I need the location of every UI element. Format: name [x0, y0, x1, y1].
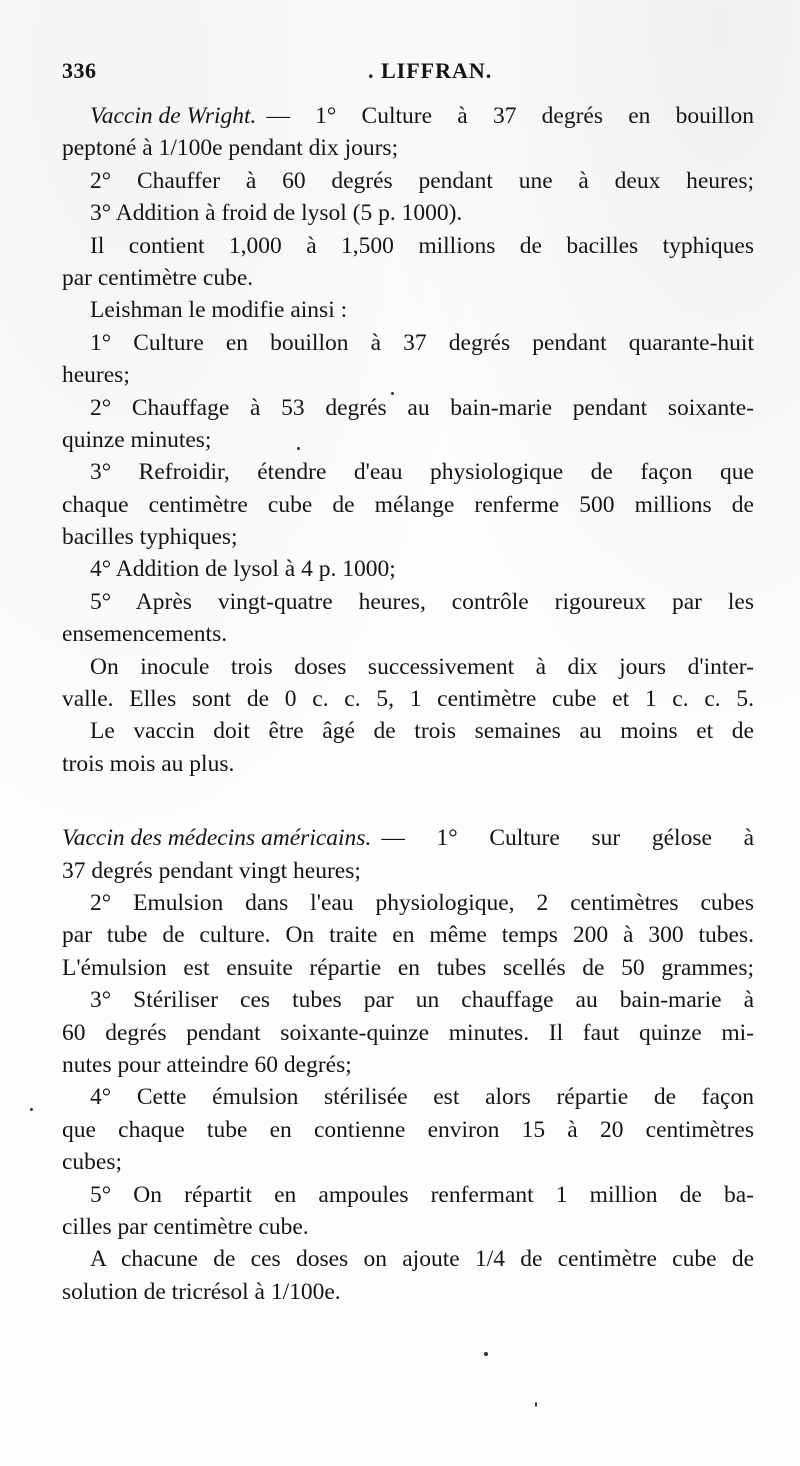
section2-first-line	[62, 822, 754, 854]
text-line: peptoné à 1/100e pendant dix jours;	[62, 135, 399, 162]
text-line: — 1° Culture à 37 degrés en bouillon	[266, 103, 754, 129]
text-line: — 1° Culture sur gélose à	[381, 825, 754, 852]
scan-speck	[297, 447, 300, 450]
text-line: que chaque tube en contienne environ 15 à 20 centimètres	[62, 1116, 754, 1143]
text-line: cubes;	[62, 1149, 123, 1176]
text-line: On inocule trois doses successivement à dix jours d'inter-	[90, 653, 754, 680]
text-line: trois mois au plus.	[62, 750, 235, 777]
text-line: valle. Elles sont de 0 c. c. 5, 1 centimètre cube et 1 c. c. 5.	[62, 686, 754, 713]
scan-speck	[535, 1402, 537, 1407]
text-line: bacilles typhiques;	[62, 524, 238, 551]
page-number: 336	[62, 58, 97, 83]
text-line: 5° Après vingt-quatre heures, contrôle rigoureux par les	[90, 588, 754, 615]
body-text	[62, 100, 754, 1308]
text-line: solution de tricrésol à 1/100e.	[62, 1278, 341, 1305]
text-line: 2° Chauffer à 60 degrés pendant une à deux heures;	[90, 167, 754, 194]
text-line: 5° On répartit en ampoules renfermant 1 million de ba-	[90, 1181, 754, 1208]
text-line: par centimètre cube.	[62, 264, 254, 291]
section2-title: Vaccin des médecins américains.	[62, 825, 372, 852]
text-line: 60 degrés pendant soixante-quinze minutes. Il faut quinze mi-	[62, 1019, 754, 1046]
text-line: par tube de culture. On traite en même temps 200 à 300 tubes.	[62, 922, 754, 949]
scan-speck	[391, 392, 394, 395]
text-line: 1° Culture en bouillon à 37 degrés pendant quarante-huit	[90, 329, 754, 356]
section1-first-line	[62, 100, 754, 132]
text-line: 2° Emulsion dans l'eau physiologique, 2 centimètres cubes	[90, 889, 754, 916]
scan-speck	[30, 1108, 33, 1111]
text-line: 4° Addition de lysol à 4 p. 1000;	[90, 556, 396, 583]
text-line: Le vaccin doit être âgé de trois semaines au moins et de	[90, 718, 754, 745]
scan-speck	[484, 1352, 488, 1356]
text-line: nutes pour atteindre 60 degrés;	[62, 1051, 352, 1078]
text-line: 3° Addition à froid de lysol (5 p. 1000).	[90, 200, 463, 227]
running-title: . LIFFRAN.	[368, 58, 493, 83]
text-line: 2° Chauffage à 53 degrés au bain-marie pendant soixante-	[90, 394, 754, 421]
text-line: heures;	[62, 362, 130, 389]
text-line: ensemencements.	[62, 621, 228, 648]
text-line: 37 degrés pendant vingt heures;	[62, 857, 361, 884]
text-line: 4° Cette émulsion stérilisée est alors répartie de façon	[90, 1084, 754, 1111]
text-line: quinze minutes;	[62, 426, 212, 453]
text-line: L'émulsion est ensuite répartie en tubes scellés de 50 grammes;	[62, 954, 754, 981]
text-line: 3° Stériliser ces tubes par un chauffage au bain-marie à	[90, 987, 754, 1014]
text-line: A chacune de ces doses on ajoute 1/4 de centimètre cube de	[90, 1246, 754, 1273]
text-line: chaque centimètre cube de mélange renferme 500 millions de	[62, 491, 754, 518]
running-head	[62, 58, 762, 92]
text-line: 3° Refroidir, étendre d'eau physiologique de façon que	[90, 459, 754, 486]
text-line: Leishman le modifie ainsi :	[90, 297, 348, 324]
text-line: Il contient 1,000 à 1,500 millions de bacilles typhiques	[90, 232, 754, 259]
section1-title: Vaccin de Wright.	[90, 103, 257, 129]
section-gap	[62, 780, 754, 822]
text-line: cilles par centimètre cube.	[62, 1213, 309, 1240]
